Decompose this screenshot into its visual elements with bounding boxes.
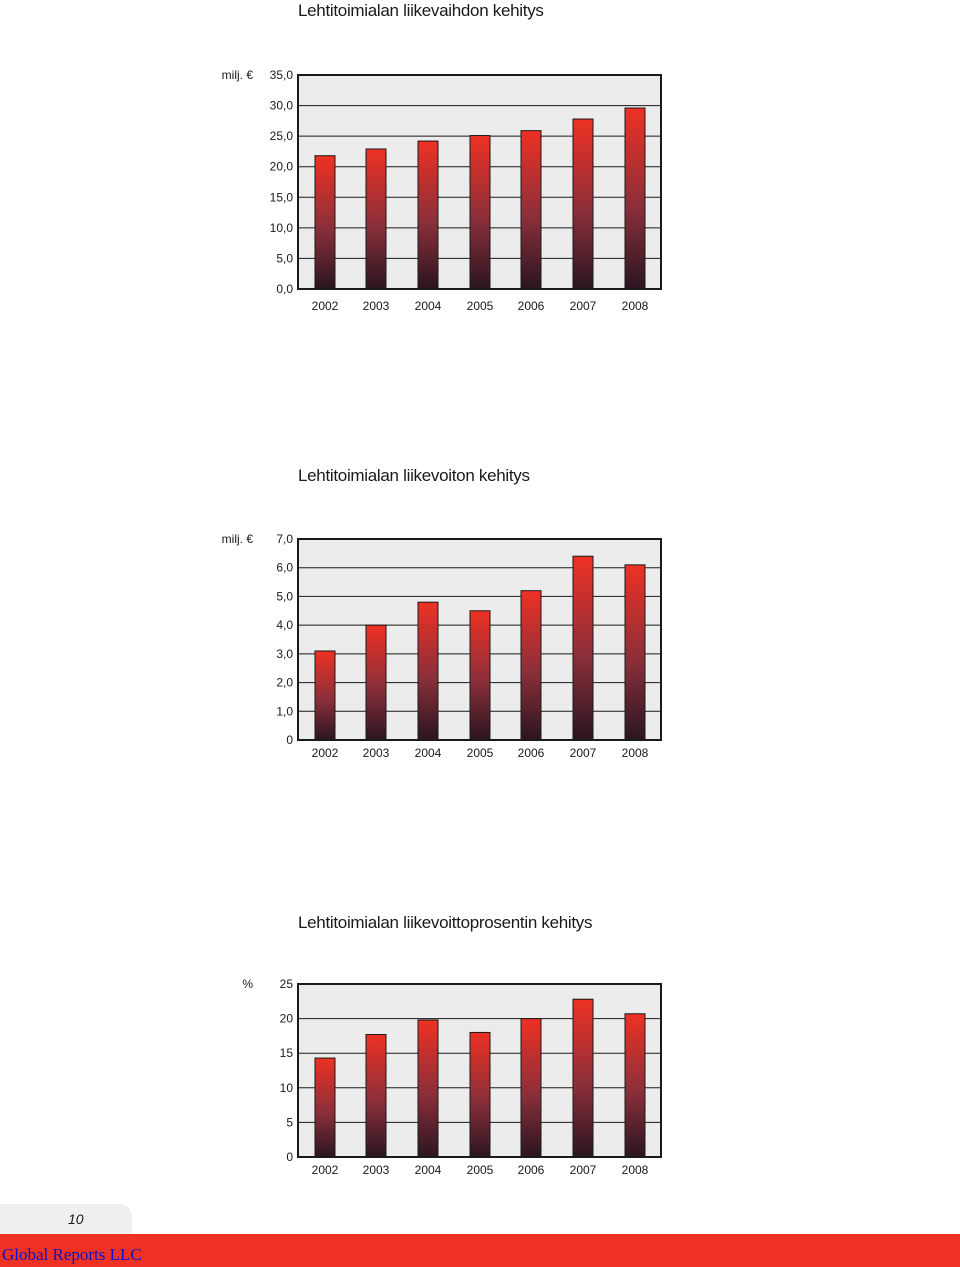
y-tick-label: 10 (279, 1080, 293, 1095)
y-tick-label: 2,0 (276, 675, 293, 690)
y-tick-label: 7,0 (276, 532, 293, 546)
y-tick-label: 5 (286, 1115, 293, 1130)
y-tick-label: 20 (279, 1011, 293, 1026)
x-tick-label: 2008 (621, 746, 649, 760)
chart-title: Lehtitoimialan liikevoittoprosentin kehitys (298, 913, 593, 932)
x-tick-label: 2007 (569, 1163, 597, 1177)
page-number: 10 (68, 1211, 84, 1227)
chart-title: Lehtitoimialan liikevoiton kehitys (298, 466, 530, 485)
y-tick-label: 30,0 (269, 98, 293, 113)
y-tick-label: 15,0 (269, 190, 293, 205)
bar-2008 (625, 1014, 645, 1157)
y-tick-label: 0 (286, 1150, 293, 1164)
x-tick-label: 2005 (466, 299, 494, 313)
x-tick-label: 2005 (466, 1163, 494, 1177)
x-tick-label: 2002 (311, 299, 339, 313)
footer-bar (0, 1234, 960, 1267)
x-tick-label: 2004 (414, 299, 442, 313)
y-tick-label: 6,0 (276, 560, 293, 575)
y-tick-label: 5,0 (276, 589, 293, 604)
y-tick-label: 10,0 (269, 220, 293, 235)
bar-2004 (418, 1020, 438, 1157)
y-axis-unit-label: % (242, 977, 253, 991)
bar-2005 (470, 1032, 490, 1157)
x-tick-label: 2006 (517, 746, 545, 760)
x-tick-label: 2003 (362, 746, 390, 760)
y-tick-label: 35,0 (269, 68, 293, 82)
footer-text: Global Reports LLC (2, 1245, 142, 1264)
y-tick-label: 5,0 (276, 251, 293, 266)
bar-2007 (573, 999, 593, 1157)
y-tick-label: 25 (279, 977, 293, 991)
y-tick-label: 4,0 (276, 618, 293, 633)
page-number-tab (0, 1204, 132, 1234)
y-tick-label: 0,0 (276, 282, 293, 296)
x-tick-label: 2002 (311, 1163, 339, 1177)
x-tick-label: 2008 (621, 1163, 649, 1177)
x-tick-label: 2004 (414, 1163, 442, 1177)
bar-2006 (521, 1019, 541, 1157)
y-tick-label: 15 (279, 1046, 293, 1061)
x-tick-label: 2003 (362, 299, 390, 313)
bar-2003 (366, 1035, 386, 1157)
chart-title: Lehtitoimialan liikevaihdon kehitys (298, 1, 544, 20)
bar-2002 (315, 1058, 335, 1157)
x-tick-label: 2007 (569, 746, 597, 760)
x-tick-label: 2007 (569, 299, 597, 313)
y-tick-label: 3,0 (276, 646, 293, 661)
x-tick-label: 2004 (414, 746, 442, 760)
y-tick-label: 1,0 (276, 704, 293, 719)
x-tick-label: 2003 (362, 1163, 390, 1177)
y-tick-label: 0 (286, 733, 293, 747)
y-tick-label: 25,0 (269, 129, 293, 144)
y-tick-label: 20,0 (269, 159, 293, 174)
x-tick-label: 2008 (621, 299, 649, 313)
y-axis-unit-label: milj. € (221, 68, 253, 82)
y-axis-unit-label: milj. € (221, 532, 253, 546)
x-tick-label: 2006 (517, 1163, 545, 1177)
x-tick-label: 2006 (517, 299, 545, 313)
x-tick-label: 2002 (311, 746, 339, 760)
x-tick-label: 2005 (466, 746, 494, 760)
